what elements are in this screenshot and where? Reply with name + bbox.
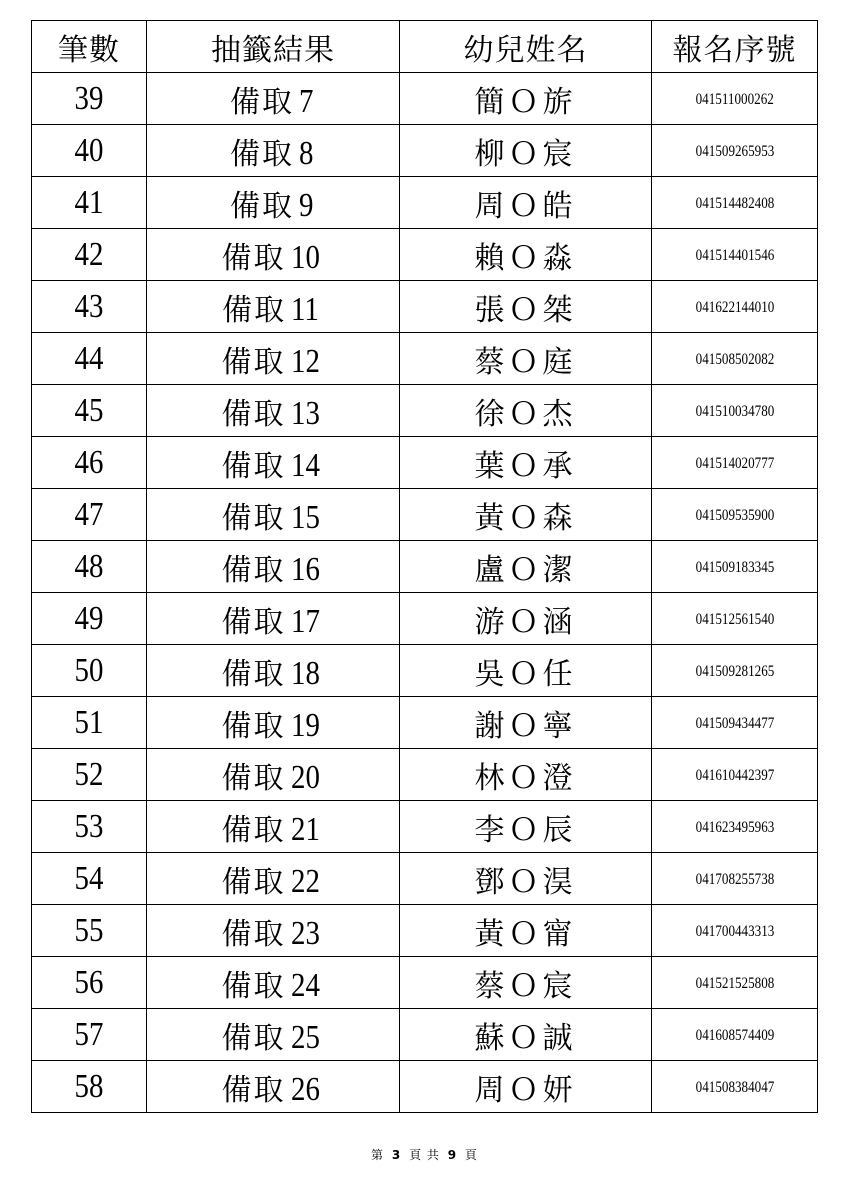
cell-count (32, 229, 147, 281)
registration-number: 041509281265 (695, 662, 774, 680)
child-name: 賴Ｏ淼 (474, 240, 577, 276)
child-name: 蔡Ｏ庭 (474, 344, 577, 380)
table-row (32, 385, 818, 437)
registration-number: 041514020777 (695, 454, 774, 472)
cell-registration-number (652, 853, 818, 905)
registration-number: 041508502082 (695, 350, 774, 368)
registration-number: 041708255738 (695, 870, 774, 888)
cell-lottery-result (147, 1061, 400, 1113)
cell-registration-number (652, 1061, 818, 1113)
cell-registration-number (652, 333, 818, 385)
row-number: 40 (74, 131, 104, 169)
row-number: 47 (74, 495, 104, 533)
footer-prefix: 第 (371, 1148, 385, 1162)
cell-count (32, 489, 147, 541)
cell-child-name (400, 593, 652, 645)
cell-count (32, 905, 147, 957)
result-label: 備取 (221, 344, 286, 380)
row-number: 53 (74, 807, 104, 845)
row-number: 54 (74, 859, 104, 897)
cell-count (32, 385, 147, 437)
row-number: 52 (74, 755, 104, 793)
cell-count (32, 957, 147, 1009)
cell-count (32, 853, 147, 905)
table-header-row (32, 21, 818, 73)
cell-registration-number (652, 281, 818, 333)
table-row (32, 645, 818, 697)
cell-registration-number (652, 905, 818, 957)
table-row (32, 749, 818, 801)
cell-lottery-result (147, 385, 400, 437)
cell-child-name (400, 905, 652, 957)
row-number: 42 (74, 235, 104, 273)
cell-child-name (400, 749, 652, 801)
cell-registration-number (652, 177, 818, 229)
result-label: 備取 (221, 656, 286, 692)
child-name: 周Ｏ皓 (474, 188, 577, 224)
header-count: 筆數 (32, 21, 147, 73)
child-name: 林Ｏ澄 (474, 760, 577, 796)
row-number: 55 (74, 911, 104, 949)
table-row (32, 73, 818, 125)
result-label: 備取 (221, 552, 286, 588)
child-name: 盧Ｏ潔 (474, 552, 577, 588)
cell-count (32, 697, 147, 749)
result-label: 備取 (221, 864, 286, 900)
row-number: 49 (74, 599, 104, 637)
cell-lottery-result (147, 645, 400, 697)
cell-child-name (400, 177, 652, 229)
cell-count (32, 177, 147, 229)
cell-child-name (400, 697, 652, 749)
result-label: 備取 (221, 500, 286, 536)
cell-child-name (400, 125, 652, 177)
result-number: 17 (290, 602, 320, 640)
result-label: 備取 (229, 84, 294, 120)
child-name: 謝Ｏ寧 (474, 708, 577, 744)
table-row (32, 905, 818, 957)
cell-count (32, 437, 147, 489)
cell-child-name (400, 957, 652, 1009)
footer-page-number: 3 (391, 1148, 402, 1162)
row-number: 58 (74, 1067, 104, 1105)
registration-number: 041610442397 (695, 766, 774, 784)
result-label: 備取 (221, 760, 286, 796)
registration-number: 041622144010 (695, 298, 774, 316)
child-name: 游Ｏ涵 (474, 604, 577, 640)
cell-count (32, 333, 147, 385)
cell-count (32, 281, 147, 333)
table-row (32, 281, 818, 333)
cell-child-name (400, 73, 652, 125)
table-row (32, 1061, 818, 1113)
result-number: 18 (290, 654, 320, 692)
row-number: 46 (74, 443, 104, 481)
child-name: 吳Ｏ任 (474, 656, 577, 692)
result-number: 9 (299, 186, 314, 224)
result-number: 26 (290, 1070, 320, 1108)
row-number: 50 (74, 651, 104, 689)
cell-child-name (400, 437, 652, 489)
document-sheet (31, 20, 817, 1113)
child-name: 葉Ｏ承 (474, 448, 577, 484)
cell-lottery-result (147, 1009, 400, 1061)
result-label: 備取 (221, 812, 286, 848)
cell-child-name (400, 333, 652, 385)
row-number: 44 (74, 339, 104, 377)
result-label: 備取 (229, 188, 294, 224)
footer-total-pages: 9 (447, 1148, 458, 1162)
cell-lottery-result (147, 177, 400, 229)
registration-number: 041509265953 (695, 142, 774, 160)
child-name: 簡Ｏ旂 (474, 84, 577, 120)
cell-lottery-result (147, 541, 400, 593)
table-row (32, 489, 818, 541)
table-row (32, 1009, 818, 1061)
registration-number: 041509535900 (695, 506, 774, 524)
result-label: 備取 (229, 136, 294, 172)
result-number: 8 (299, 134, 314, 172)
cell-count (32, 749, 147, 801)
result-number: 7 (299, 82, 314, 120)
result-label: 備取 (221, 1072, 286, 1108)
cell-lottery-result (147, 333, 400, 385)
cell-child-name (400, 281, 652, 333)
cell-lottery-result (147, 853, 400, 905)
table-row (32, 541, 818, 593)
row-number: 57 (74, 1015, 104, 1053)
cell-registration-number (652, 593, 818, 645)
cell-count (32, 125, 147, 177)
cell-registration-number (652, 697, 818, 749)
cell-lottery-result (147, 749, 400, 801)
cell-child-name (400, 853, 652, 905)
result-number: 13 (290, 394, 320, 432)
cell-lottery-result (147, 697, 400, 749)
child-name: 蘇Ｏ誠 (474, 1020, 577, 1056)
registration-number: 041511000262 (695, 90, 774, 108)
registration-number: 041510034780 (695, 402, 774, 420)
result-number: 19 (290, 706, 320, 744)
cell-registration-number (652, 1009, 818, 1061)
registration-number: 041514482408 (695, 194, 774, 212)
registration-number: 041514401546 (695, 246, 774, 264)
child-name: 徐Ｏ杰 (474, 396, 577, 432)
table-row (32, 125, 818, 177)
header-registration-number: 報名序號 (652, 21, 818, 73)
result-number: 15 (290, 498, 320, 536)
cell-child-name (400, 489, 652, 541)
result-number: 11 (291, 290, 320, 328)
result-number: 22 (290, 862, 320, 900)
cell-registration-number (652, 801, 818, 853)
cell-registration-number (652, 957, 818, 1009)
cell-lottery-result (147, 489, 400, 541)
table-row (32, 229, 818, 281)
table-body (32, 73, 818, 1113)
result-label: 備取 (221, 916, 286, 952)
result-number: 21 (290, 810, 320, 848)
cell-registration-number (652, 489, 818, 541)
table-row (32, 957, 818, 1009)
table-row (32, 593, 818, 645)
row-number: 48 (74, 547, 104, 585)
cell-lottery-result (147, 905, 400, 957)
result-number: 25 (290, 1018, 320, 1056)
result-number: 14 (290, 446, 320, 484)
cell-registration-number (652, 437, 818, 489)
header-lottery-result: 抽籤結果 (147, 21, 400, 73)
registration-number: 041608574409 (695, 1026, 774, 1044)
cell-registration-number (652, 73, 818, 125)
registration-number: 041521525808 (695, 974, 774, 992)
child-name: 黃Ｏ甯 (474, 916, 577, 952)
registration-number: 041512561540 (695, 610, 774, 628)
result-number: 16 (290, 550, 320, 588)
cell-count (32, 645, 147, 697)
registration-number: 041509434477 (695, 714, 774, 732)
result-label: 備取 (221, 396, 286, 432)
cell-registration-number (652, 229, 818, 281)
cell-count (32, 593, 147, 645)
cell-lottery-result (147, 229, 400, 281)
row-number: 43 (74, 287, 104, 325)
cell-child-name (400, 801, 652, 853)
result-label: 備取 (221, 1020, 286, 1056)
child-name: 李Ｏ辰 (474, 812, 577, 848)
page-footer (0, 1146, 849, 1163)
row-number: 39 (74, 79, 104, 117)
cell-registration-number (652, 645, 818, 697)
row-number: 41 (74, 183, 104, 221)
row-number: 51 (74, 703, 104, 741)
result-label: 備取 (221, 448, 286, 484)
lottery-results-table (31, 20, 818, 1113)
cell-count (32, 1009, 147, 1061)
cell-lottery-result (147, 957, 400, 1009)
registration-number: 041700443313 (695, 922, 774, 940)
cell-registration-number (652, 125, 818, 177)
result-label: 備取 (221, 708, 286, 744)
cell-count (32, 73, 147, 125)
table-row (32, 437, 818, 489)
result-number: 24 (290, 966, 320, 1004)
child-name: 鄧Ｏ淏 (474, 864, 577, 900)
result-number: 23 (290, 914, 320, 952)
row-number: 56 (74, 963, 104, 1001)
result-label: 備取 (221, 968, 286, 1004)
registration-number: 041509183345 (695, 558, 774, 576)
child-name: 蔡Ｏ宸 (474, 968, 577, 1004)
registration-number: 041623495963 (695, 818, 774, 836)
cell-count (32, 541, 147, 593)
registration-number: 041508384047 (695, 1078, 774, 1096)
result-label: 備取 (221, 604, 286, 640)
footer-mid: 頁 共 (409, 1148, 440, 1162)
cell-lottery-result (147, 125, 400, 177)
cell-lottery-result (147, 593, 400, 645)
cell-count (32, 801, 147, 853)
result-number: 20 (290, 758, 320, 796)
cell-count (32, 1061, 147, 1113)
cell-child-name (400, 385, 652, 437)
child-name: 周Ｏ妍 (474, 1072, 577, 1108)
table-row (32, 697, 818, 749)
cell-registration-number (652, 385, 818, 437)
table-row (32, 333, 818, 385)
cell-child-name (400, 229, 652, 281)
cell-child-name (400, 1009, 652, 1061)
cell-lottery-result (147, 437, 400, 489)
row-number: 45 (74, 391, 104, 429)
result-label: 備取 (221, 240, 286, 276)
cell-lottery-result (147, 73, 400, 125)
result-number: 10 (290, 238, 320, 276)
cell-child-name (400, 1061, 652, 1113)
footer-suffix: 頁 (464, 1148, 478, 1162)
cell-registration-number (652, 749, 818, 801)
cell-child-name (400, 645, 652, 697)
table-row (32, 177, 818, 229)
child-name: 黃Ｏ森 (474, 500, 577, 536)
header-child-name: 幼兒姓名 (400, 21, 652, 73)
table-row (32, 801, 818, 853)
result-number: 12 (290, 342, 320, 380)
child-name: 柳Ｏ宸 (474, 136, 577, 172)
cell-child-name (400, 541, 652, 593)
child-name: 張Ｏ桀 (474, 292, 577, 328)
cell-lottery-result (147, 281, 400, 333)
table-row (32, 853, 818, 905)
cell-lottery-result (147, 801, 400, 853)
cell-registration-number (652, 541, 818, 593)
result-label: 備取 (222, 292, 287, 328)
